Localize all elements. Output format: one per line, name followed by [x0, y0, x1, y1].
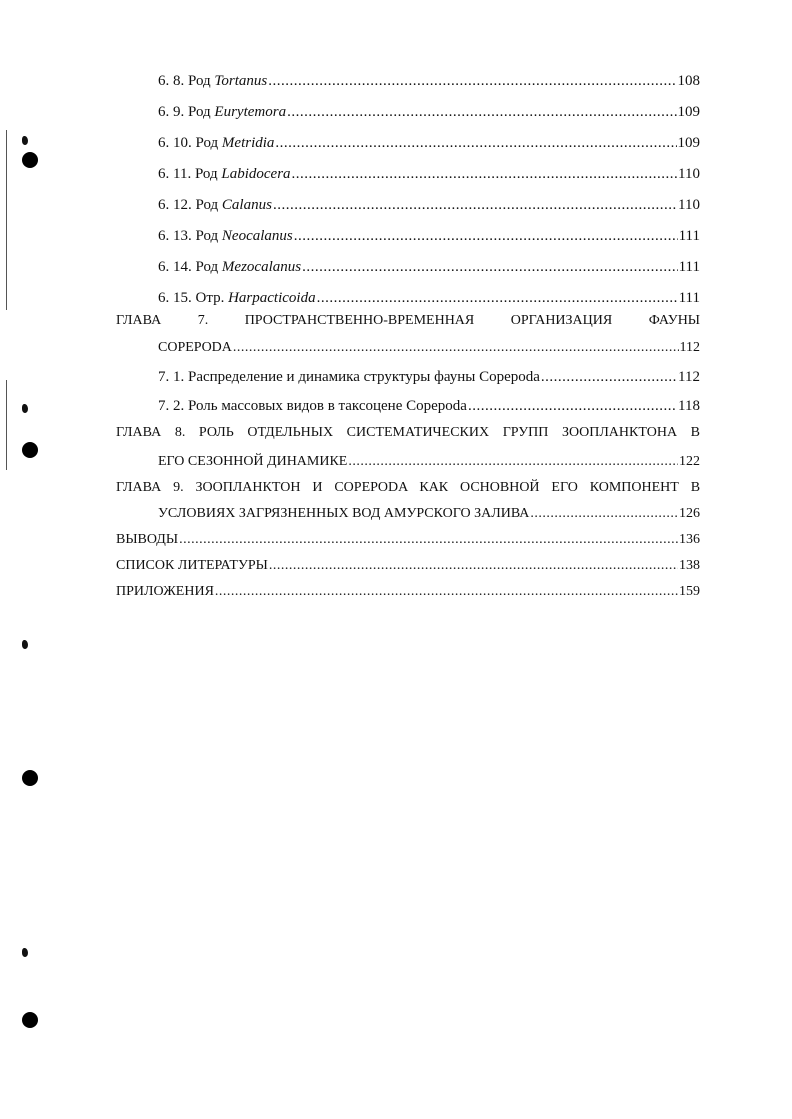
section-label: [158, 103, 286, 121]
page-number: 109: [677, 135, 700, 151]
dot-leader: [273, 196, 677, 214]
section-number: 6. 9.: [158, 104, 185, 120]
punch-hole: [22, 1012, 38, 1028]
title-word: ЗООПЛАНКТОН: [195, 480, 301, 495]
section-number: 6. 14.: [158, 259, 192, 275]
title-word: 9.: [173, 480, 184, 495]
title-word: ГЛАВА: [116, 313, 162, 328]
section-prefix: Род: [195, 197, 219, 213]
section-number: 6. 13.: [158, 228, 192, 244]
page-number: 111: [678, 259, 700, 275]
section-number: 6. 10.: [158, 135, 192, 151]
toc-entry: [158, 227, 700, 245]
title-word: ГЛАВА: [116, 480, 162, 495]
dot-leader: [215, 583, 678, 601]
toc-entry: [158, 134, 700, 152]
title-word: В: [690, 480, 700, 495]
section-number: 6. 15.: [158, 290, 192, 306]
page-number: 112: [679, 340, 700, 355]
chapter-title-line: COPEPODA: [158, 340, 232, 355]
page-number: 111: [678, 228, 700, 244]
genus-name: Labidocera: [221, 166, 291, 182]
punch-hole: [22, 770, 38, 786]
title-word: ЗООПЛАНКТОНА: [561, 425, 678, 440]
dot-leader: [292, 165, 678, 183]
genus-name: Tortanus: [214, 73, 268, 89]
title-word: КАК: [419, 480, 449, 495]
title-word: РОЛЬ: [198, 425, 234, 440]
page-number: 110: [678, 197, 700, 213]
scan-edge-line: [6, 130, 7, 310]
section-label: [158, 196, 272, 214]
toc-entry: [158, 196, 700, 214]
scan-mark: [22, 640, 28, 649]
dot-leader: [233, 339, 679, 357]
title-word: ОСНОВНОЙ: [460, 480, 540, 495]
page-number: 159: [679, 584, 700, 599]
toc-entry: [116, 583, 700, 601]
section-label: 7. 1. Распределение и динамика структуры фауны Copepoda: [158, 369, 540, 385]
chapter-title-line: ЕГО СЕЗОННОЙ ДИНАМИКЕ: [158, 454, 348, 469]
toc-entry: [158, 165, 700, 183]
page-number: 109: [677, 104, 700, 120]
toc-entry: [158, 453, 700, 471]
section-prefix: Род: [195, 259, 219, 275]
toc-entry: [158, 289, 700, 307]
scan-mark: [22, 136, 28, 145]
section-label: [158, 134, 274, 152]
chapter-title-line: [116, 424, 700, 442]
section-label: [158, 289, 316, 307]
section-prefix: Род: [188, 73, 211, 89]
title-word: И: [312, 480, 323, 495]
section-prefix: Род: [195, 228, 219, 244]
scan-mark: [22, 948, 28, 957]
genus-name: Neocalanus: [221, 228, 293, 244]
page-number: 111: [678, 290, 700, 306]
section-label: 7. 2. Роль массовых видов в таксоцене Copepoda: [158, 398, 467, 414]
back-matter-label: СПИСОК ЛИТЕРАТУРЫ: [116, 558, 268, 573]
title-word: ПРОСТРАНСТВЕННО-ВРЕМЕННАЯ: [244, 313, 475, 328]
page-number: 108: [677, 73, 700, 89]
title-word: 8.: [174, 425, 186, 440]
section-prefix: Род: [195, 135, 219, 151]
dot-leader: [179, 531, 678, 549]
page-number: 110: [678, 166, 700, 182]
dot-leader: [275, 134, 676, 152]
section-number: 6. 8.: [158, 73, 185, 89]
title-word: КОМПОНЕНТ: [589, 480, 679, 495]
back-matter-label: ПРИЛОЖЕНИЯ: [116, 584, 214, 599]
genus-name: Metridia: [221, 135, 275, 151]
title-word: ОРГАНИЗАЦИЯ: [510, 313, 613, 328]
page-number: 138: [679, 558, 700, 573]
back-matter-label: ВЫВОДЫ: [116, 532, 179, 547]
genus-name: Calanus: [221, 197, 272, 213]
chapter-title-line: УСЛОВИЯХ ЗАГРЯЗНЕННЫХ ВОД АМУРСКОГО ЗАЛИВА: [158, 506, 530, 521]
page-number: 122: [679, 454, 700, 469]
toc-entry: [158, 258, 700, 276]
dot-leader: [269, 557, 678, 575]
title-word: ОТДЕЛЬНЫХ: [247, 425, 334, 440]
section-number: 6. 12.: [158, 197, 192, 213]
title-word: ЕГО: [551, 480, 578, 495]
section-label: [158, 227, 293, 245]
page-number: 136: [679, 532, 700, 547]
genus-name: Mezocalanus: [221, 259, 302, 275]
dot-leader: [294, 227, 678, 245]
page-number: 118: [678, 398, 700, 414]
toc-entry: [158, 505, 700, 523]
section-label: [158, 258, 301, 276]
dot-leader: [268, 72, 676, 90]
dot-leader: [348, 453, 678, 471]
scan-mark: [22, 404, 28, 413]
title-word: ФАУНЫ: [648, 313, 700, 328]
dot-leader: [317, 289, 678, 307]
toc-entry: [158, 397, 700, 415]
toc-entry: [116, 531, 700, 549]
punch-hole: [22, 442, 38, 458]
genus-name: Harpacticoida: [228, 290, 316, 306]
toc-entry: [116, 557, 700, 575]
section-label: [158, 165, 291, 183]
section-prefix: Род: [194, 166, 218, 182]
section-prefix: Отр.: [195, 290, 225, 306]
dot-leader: [287, 103, 676, 121]
dot-leader: [302, 258, 678, 276]
page-number: 112: [678, 369, 700, 385]
dot-leader: [541, 368, 677, 386]
toc-entry: [158, 339, 700, 357]
toc-entry: [158, 72, 700, 90]
chapter-title-line: [116, 479, 700, 497]
title-word: ГРУПП: [502, 425, 549, 440]
title-word: СИСТЕМАТИЧЕСКИХ: [346, 425, 490, 440]
title-word: 7.: [197, 313, 209, 328]
chapter-title-line: [116, 312, 700, 330]
dot-leader: [530, 505, 678, 523]
dot-leader: [468, 397, 677, 415]
genus-name: Eurytemora: [214, 104, 287, 120]
toc-entry: [158, 368, 700, 386]
title-word: В: [690, 425, 700, 440]
punch-hole: [22, 152, 38, 168]
section-prefix: Род: [188, 104, 211, 120]
page-number: 126: [679, 506, 700, 521]
scan-edge-line: [6, 380, 7, 470]
title-word: ГЛАВА: [116, 425, 162, 440]
toc-entry: [158, 103, 700, 121]
section-label: [158, 72, 267, 90]
title-word: COPEPODA: [334, 480, 408, 495]
section-number: 6. 11.: [158, 166, 192, 182]
